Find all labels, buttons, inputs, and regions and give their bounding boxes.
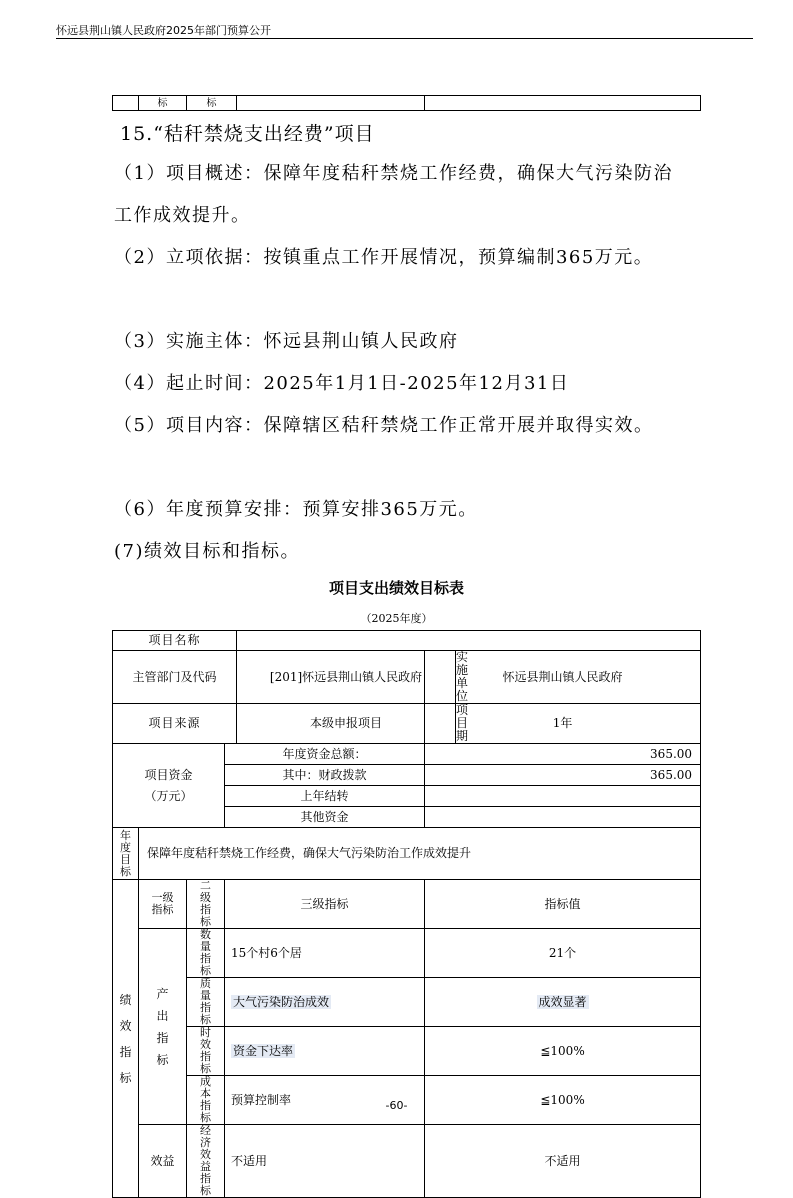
benefit-level2: 经济效益指标 — [187, 1125, 225, 1198]
col-level1-header: 一级指标 — [139, 880, 187, 929]
dept-label: 主管部门及代码 — [113, 651, 237, 704]
indicator-level2: 数量指标 — [187, 929, 225, 978]
header-divider — [56, 38, 753, 39]
indicator-value: ≦100% — [425, 1076, 701, 1125]
funds-fiscal-value: 365.00 — [425, 765, 701, 786]
table-title: 项目支出绩效目标表 — [328, 579, 464, 597]
impl-unit-value: 怀远县荆山镇人民政府 — [425, 651, 701, 704]
table-cell: 标 — [139, 96, 187, 111]
output-indicator-label — [139, 929, 187, 1125]
benefit-level3: 不适用 — [225, 1125, 425, 1198]
indicator-level2: 时效指标 — [187, 1027, 225, 1076]
indicator-level3-cell — [225, 1027, 425, 1076]
source-label: 项目来源 — [113, 704, 237, 744]
performance-target-table — [112, 630, 701, 1198]
indicator-level3: 资金下达率 — [233, 1043, 294, 1058]
table-subtitle: （2025年度） — [360, 612, 433, 625]
table-cell — [425, 96, 701, 111]
col-value-header: 指标值 — [425, 880, 701, 929]
funds-fiscal-label: 其中：财政拨款 — [225, 765, 425, 786]
paragraph-content: （5）项目内容：保障辖区秸秆禁烧工作正常开展并取得实效。 — [114, 415, 654, 436]
indicator-value: 21个 — [425, 929, 701, 978]
paragraph-basis: （2）立项依据：按镇重点工作开展情况，预算编制365万元。 — [114, 247, 654, 268]
benefit-indicator-label: 效益 — [139, 1125, 187, 1198]
funds-other-value — [425, 807, 701, 828]
source-value: 本级申报项目 — [237, 704, 456, 743]
paragraph-period: （4）起止时间：2025年1月1日-2025年12月31日 — [114, 373, 570, 394]
col-level3-header: 三级指标 — [225, 880, 425, 929]
funds-label-line1: 项目资金 — [144, 767, 193, 782]
project-name-label: 项目名称 — [113, 631, 237, 651]
indicator-level2: 质量指标 — [187, 978, 225, 1027]
paragraph-budget: （6）年度预算安排：预算安排365万元。 — [114, 499, 478, 520]
project-name-value — [237, 631, 701, 651]
indicator-value: ≦100% — [425, 1027, 701, 1076]
funds-carryover-label: 上年结转 — [225, 786, 425, 807]
indicator-value: 成效显著 — [538, 994, 587, 1009]
indicator-level3-cell — [225, 978, 425, 1027]
page-header-title: 怀远县荆山镇人民政府2025年部门预算公开 — [56, 24, 271, 37]
previous-table-tail — [112, 95, 701, 111]
source-value-cell: 本级申报项目 项目期 — [237, 704, 425, 744]
funds-total-label: 年度资金总额： — [225, 744, 425, 765]
indicator-level2: 成本指标 — [187, 1076, 225, 1125]
section-heading: 15.“秸秆禁烧支出经费”项目 — [120, 123, 375, 145]
paragraph-implementer: （3）实施主体：怀远县荆山镇人民政府 — [114, 331, 459, 352]
page-number: -60- — [385, 1099, 408, 1112]
indicator-level3: 预算控制率 — [225, 1076, 425, 1125]
funds-other-label: 其他资金 — [225, 807, 425, 828]
indicator-value-cell — [425, 978, 701, 1027]
paragraph-performance: (7)绩效目标和指标。 — [114, 541, 300, 562]
funds-total-value: 365.00 — [425, 744, 701, 765]
funds-carryover-value — [425, 786, 701, 807]
indicator-level3: 大气污染防治成效 — [233, 994, 330, 1009]
paragraph-overview: （1）项目概述：保障年度秸秆禁烧工作经费，确保大气污染防治工作成效提升。 — [114, 163, 673, 226]
funds-label-line2: （万元） — [144, 788, 193, 803]
dept-value-text: [201]怀远县荆山镇人民政府 — [237, 651, 456, 703]
table-cell — [113, 96, 139, 111]
annual-goal-label: 年度目标 — [113, 828, 139, 880]
table-cell: 标 — [187, 96, 237, 111]
indicator-level3: 15个村6个居 — [225, 929, 425, 978]
funds-label — [113, 744, 225, 828]
period-value: 1年 — [425, 704, 701, 744]
dept-value: [201]怀远县荆山镇人民政府 实施单位 — [237, 651, 425, 704]
benefit-value: 不适用 — [425, 1125, 701, 1198]
annual-goal-text: 保障年度秸秆禁烧工作经费，确保大气污染防治工作成效提升 — [139, 828, 701, 880]
output-indicator-text: 产出指标 — [156, 986, 169, 1067]
perf-indicators-label: 绩效指标 — [113, 880, 139, 1198]
table-cell — [237, 96, 425, 111]
col-level2-header: 二级指标 — [187, 880, 225, 929]
